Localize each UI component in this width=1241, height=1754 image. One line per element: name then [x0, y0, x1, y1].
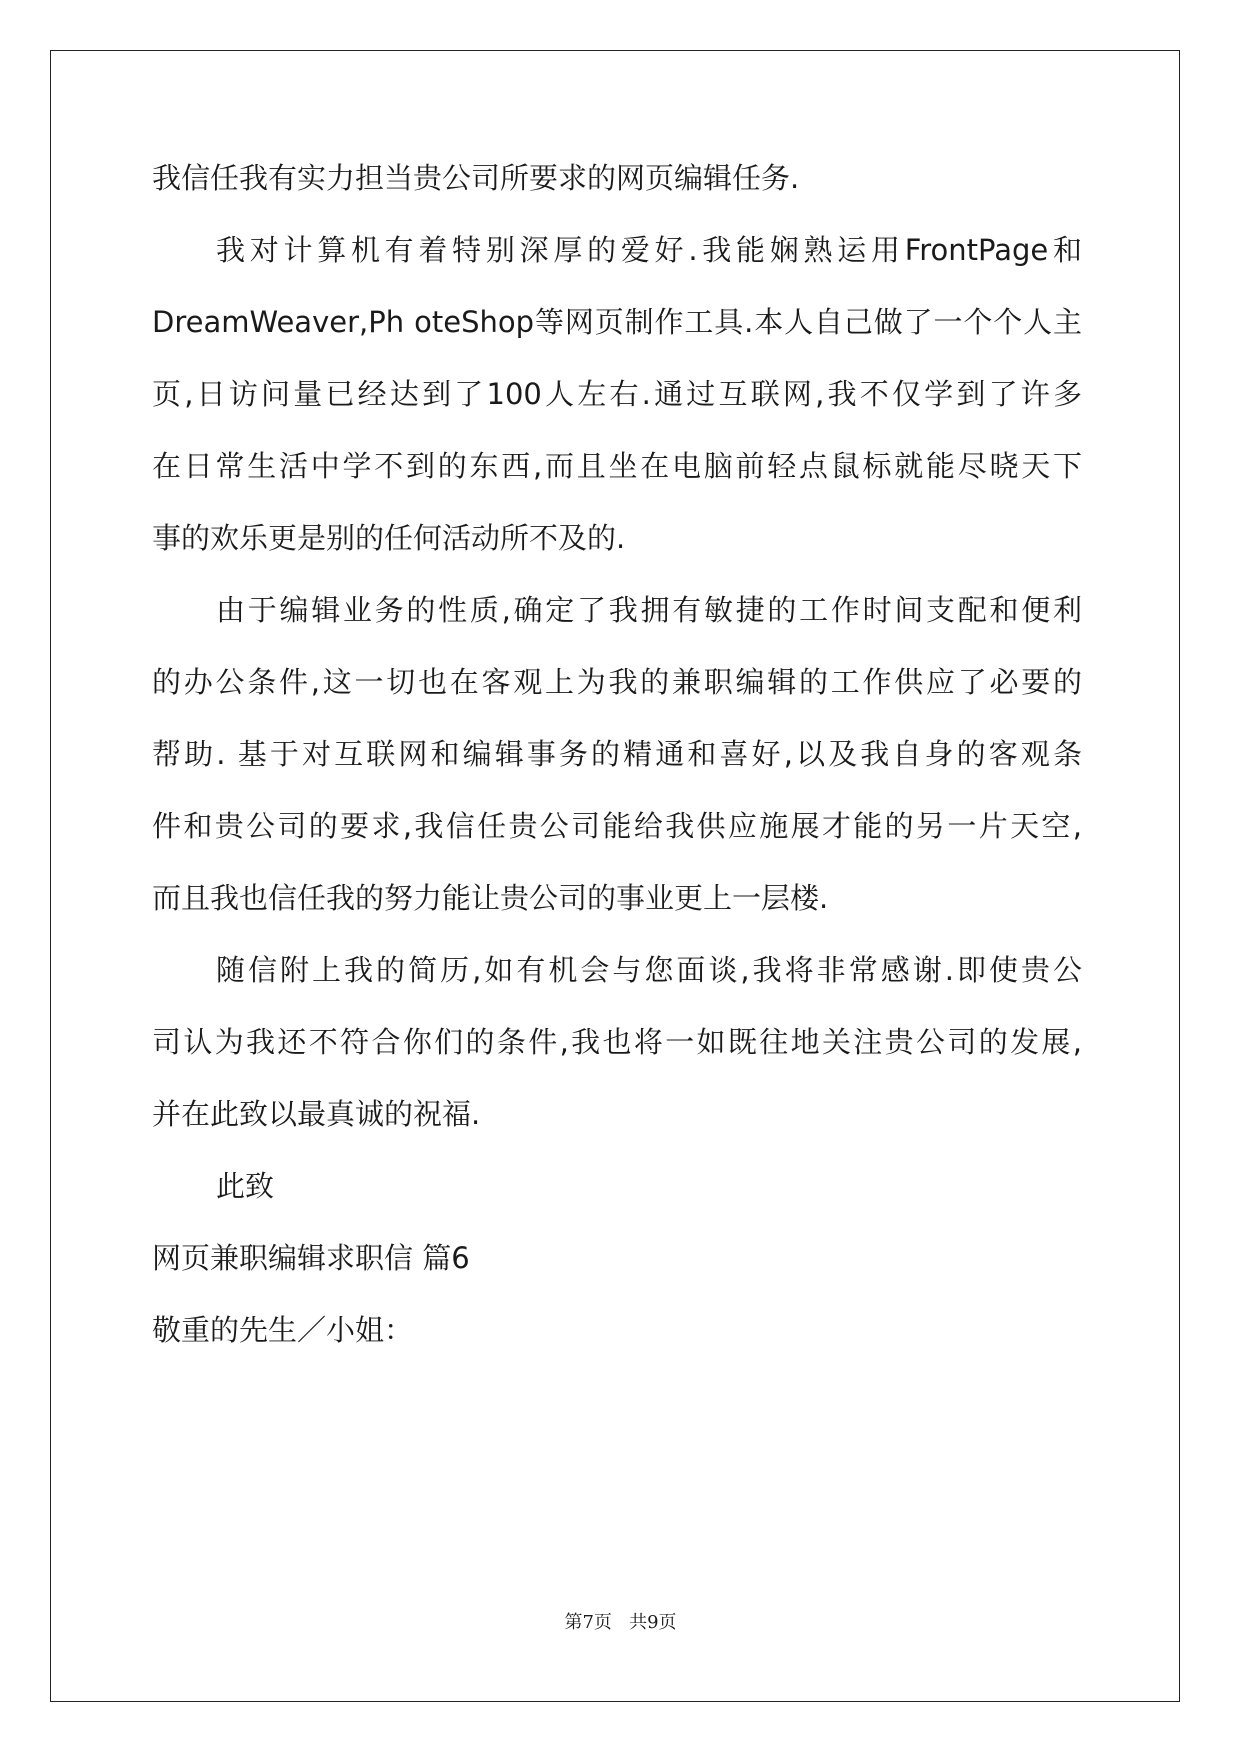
paragraph-line-6: 事的欢乐更是别的任何活动所不及的. [152, 521, 626, 555]
page-border [50, 50, 1180, 1702]
paragraph-line-13: 司认为我还不符合你们的条件,我也将一如既往地关注贵公司的发展, [152, 1025, 1082, 1059]
paragraph-line-8: 的办公条件,这一切也在客观上为我的兼职编辑的工作供应了必要的 [152, 665, 1082, 699]
paragraph-line-12: 随信附上我的简历,如有机会与您面谈,我将非常感谢.即使贵公 [216, 953, 1082, 987]
closing-salutation: 此致 [216, 1169, 275, 1203]
greeting-line: 敬重的先生／小姐： [152, 1313, 414, 1347]
paragraph-line-5: 在日常生活中学不到的东西,而且坐在电脑前轻点鼠标就能尽晓天下 [152, 449, 1082, 483]
paragraph-line-4: 页,日访问量已经达到了100人左右.通过互联网,我不仅学到了许多 [152, 377, 1082, 411]
paragraph-line-14: 并在此致以最真诚的祝福. [152, 1097, 481, 1131]
paragraph-line-2: 我对计算机有着特别深厚的爱好.我能娴熟运用FrontPage和 [216, 233, 1082, 267]
paragraph-line-7: 由于编辑业务的性质,确定了我拥有敏捷的工作时间支配和便利 [216, 593, 1082, 627]
paragraph-line-10: 件和贵公司的要求,我信任贵公司能给我供应施展才能的另一片天空, [152, 809, 1082, 843]
page-number-footer: 第7页 共9页 [564, 1612, 677, 1633]
paragraph-line-11: 而且我也信任我的努力能让贵公司的事业更上一层楼. [152, 881, 829, 915]
paragraph-line-3: DreamWeaver,Ph oteShop等网页制作工具.本人自己做了一个个人主 [152, 305, 1082, 339]
section-heading: 网页兼职编辑求职信 篇6 [152, 1241, 470, 1275]
paragraph-line-9: 帮助. 基于对互联网和编辑事务的精通和喜好,以及我自身的客观条 [152, 737, 1082, 771]
paragraph-line-1: 我信任我有实力担当贵公司所要求的网页编辑任务. [152, 161, 800, 195]
